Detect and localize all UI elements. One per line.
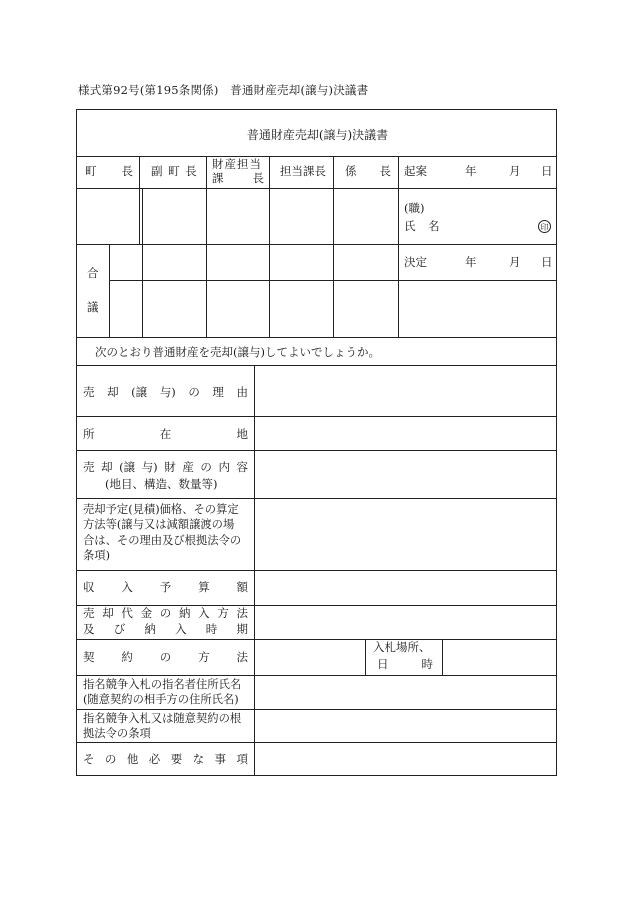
label-bid-datetime: 日 時 xyxy=(377,657,433,671)
decision-form xyxy=(76,109,557,776)
label-payment-timing: 及 び 納 入 時 期 xyxy=(83,622,248,636)
input-other-matters[interactable] xyxy=(255,743,556,775)
vrule-approval-1-stamp-a xyxy=(139,188,140,244)
input-property-contents[interactable] xyxy=(255,451,556,498)
seal-mark: 印 xyxy=(538,220,551,233)
form-number-heading: 様式第92号(第195条関係) 普通財産売却(譲与)決議書 xyxy=(78,83,369,97)
consultation-label-top: 合 xyxy=(87,266,99,280)
label-other-matters: そ の 他 必 要 な 事 項 xyxy=(83,752,248,766)
approval-section-chief-label: 担当課長 xyxy=(280,164,326,178)
stamp-cell-mayor[interactable] xyxy=(77,189,139,244)
input-estimated-price[interactable] xyxy=(255,499,556,570)
input-revenue-budget[interactable] xyxy=(255,571,556,605)
consultation-label-bottom: 議 xyxy=(87,300,99,314)
label-contract-method: 契 約 の 方 法 xyxy=(83,650,248,664)
label-property-contents: 売 却 (譲 与) 財 産 の 内 容 xyxy=(83,460,248,474)
input-nominee-address[interactable] xyxy=(255,676,556,709)
input-sale-reason[interactable] xyxy=(255,366,556,416)
rule-title-bottom xyxy=(77,156,556,157)
label-revenue-budget: 収 入 予 算 額 xyxy=(83,580,248,594)
input-payment-method[interactable] xyxy=(255,606,556,639)
stamp-cell-deputy-mayor[interactable] xyxy=(143,189,206,244)
stamp-cell-clerk-chief[interactable] xyxy=(334,189,398,244)
form-title: 普通財産売却(譲与)決議書 xyxy=(246,128,389,142)
label-sale-reason: 売 却 (譲 与) の 理 由 xyxy=(83,385,248,399)
vrule-approval-1-header xyxy=(139,156,140,188)
label-location: 所 在 地 xyxy=(83,427,248,441)
approval-mayor-label: 町 長 xyxy=(85,164,133,178)
input-bid-place[interactable] xyxy=(443,640,556,675)
drafted-date: 起案 年 月 日 xyxy=(404,164,553,178)
label-payment-method: 売 却 代 金 の 納 入 方 法 xyxy=(83,606,248,620)
approval-request-statement: 次のとおり普通財産を売却(譲与)してよいでしょうか。 xyxy=(95,345,380,359)
stamp-cell-section-chief[interactable] xyxy=(270,189,333,244)
decided-date: 決定 年 月 日 xyxy=(404,255,553,269)
drafter-position-label: (職) xyxy=(404,201,425,215)
label-bid-place: 入札場所、 xyxy=(373,640,431,654)
consultation-stamp-area[interactable] xyxy=(110,245,398,337)
approval-deputy-mayor-label: 副 町 長 xyxy=(151,164,198,178)
stamp-cell-property-manager[interactable] xyxy=(207,189,269,244)
input-location[interactable] xyxy=(255,417,556,450)
label-legal-basis: 指名競争入札又は随意契約の根 拠法令の条項 xyxy=(83,712,242,741)
input-contract-method[interactable] xyxy=(255,640,365,675)
label-nominee-address: 指名競争入札の指名者住所氏名 (随意契約の相手方の住所氏名) xyxy=(83,678,242,707)
input-legal-basis[interactable] xyxy=(255,710,556,742)
rule-consult-bottom xyxy=(77,337,556,338)
decided-remarks-cell[interactable] xyxy=(399,281,556,337)
label-estimated-price: 売却予定(見積)価格、その算定 方法等(譲与又は減額譲渡の場 合は、その理由及び根拠法令の 条項) xyxy=(83,503,242,562)
drafter-name-label: 氏 名 xyxy=(404,219,440,233)
vrule-bid-place-left xyxy=(365,639,366,675)
approval-property-manager-label: 財産担当 課 長 xyxy=(212,157,264,186)
drafter-name-cell[interactable] xyxy=(399,189,556,244)
approval-clerk-chief-label: 係 長 xyxy=(345,164,391,178)
label-property-contents-note: (地目、構造、数量等) xyxy=(105,477,218,491)
